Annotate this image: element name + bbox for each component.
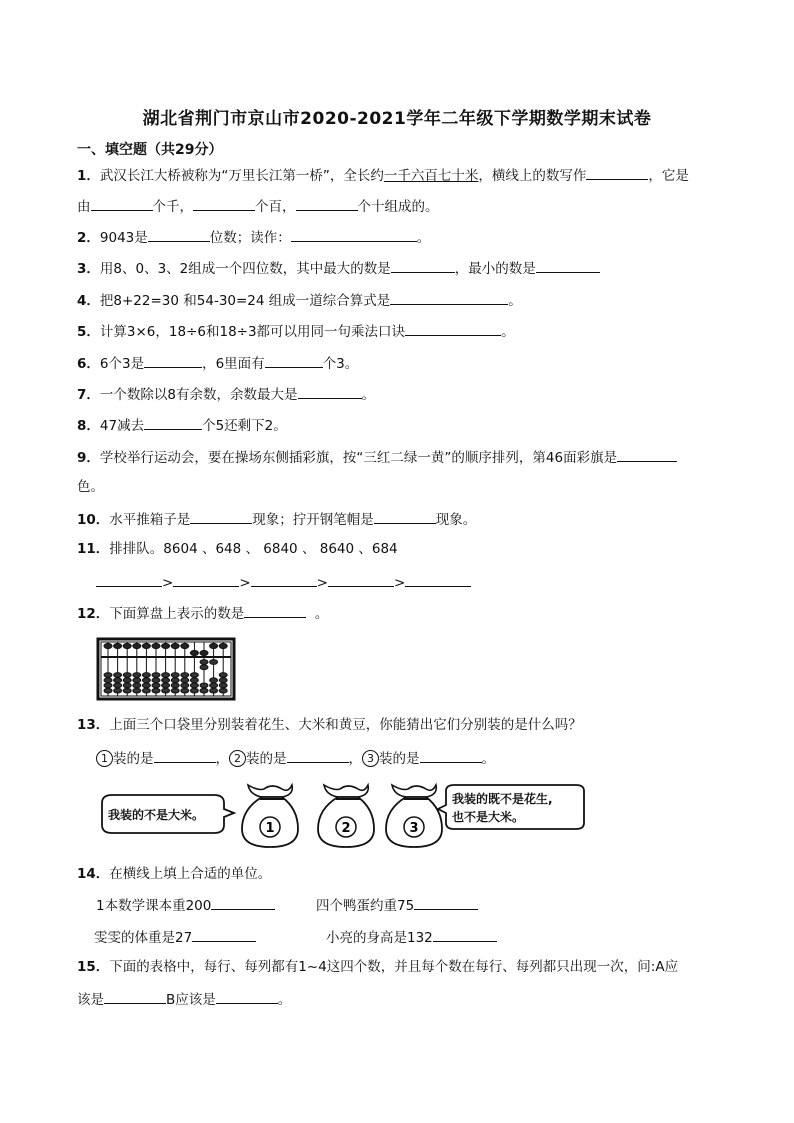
- question-number: 2．: [77, 230, 100, 246]
- question-text: 装的是: [113, 751, 154, 767]
- question-11-answer-row: [96, 571, 471, 593]
- question-number: 7．: [77, 387, 100, 403]
- answer-blank[interactable]: [287, 747, 349, 763]
- abacus-bead: [104, 673, 112, 678]
- greater-than-sign: >: [316, 575, 328, 591]
- question-9-line-1: [77, 446, 677, 468]
- greater-than-sign: >: [393, 575, 406, 591]
- bag-1: [242, 785, 298, 847]
- question-text: 个百，: [255, 199, 296, 215]
- bag-2-number: 2: [341, 821, 351, 836]
- question-5: [77, 320, 515, 342]
- question-text: 个千，: [152, 199, 193, 215]
- abacus-bead: [200, 683, 208, 688]
- abacus-bead: [181, 673, 189, 678]
- question-text: 该是: [77, 992, 104, 1008]
- question-text: 。: [277, 992, 292, 1008]
- answer-blank[interactable]: [617, 446, 677, 462]
- question-text: 下面的表格中，每行、每列都有1~4这四个数，并且每个数在每行、每列都只出现一次，问:A应: [109, 959, 679, 975]
- answer-blank[interactable]: [148, 226, 210, 242]
- question-14: [77, 864, 271, 884]
- bag-3-number: 3: [409, 821, 419, 836]
- abacus-bead: [162, 683, 170, 688]
- abacus-bead: [152, 678, 160, 683]
- answer-blank[interactable]: [144, 352, 202, 368]
- abacus-bead: [162, 688, 170, 693]
- abacus-bead: [190, 678, 198, 683]
- abacus-bead: [152, 688, 160, 693]
- abacus-bead: [162, 673, 170, 678]
- abacus-bead: [200, 688, 208, 693]
- abacus-bead: [181, 688, 189, 693]
- abacus-bead: [104, 643, 112, 648]
- answer-blank[interactable]: [104, 988, 166, 1004]
- question-text: 雯雯的体重是27: [94, 930, 193, 946]
- question-11: [77, 539, 398, 559]
- abacus-bead: [210, 678, 218, 683]
- answer-blank[interactable]: [420, 747, 482, 763]
- question-number: 6．: [77, 356, 100, 372]
- answer-blank[interactable]: [96, 571, 162, 587]
- question-text: 小亮的身高是132: [326, 930, 433, 946]
- abacus-bead: [171, 673, 179, 678]
- answer-blank[interactable]: [414, 894, 478, 910]
- question-text: 。: [481, 751, 495, 767]
- question-text: ，它是: [648, 168, 689, 184]
- abacus-bead: [152, 643, 160, 648]
- abacus-bead: [219, 643, 227, 648]
- answer-blank[interactable]: [328, 571, 394, 587]
- abacus-bead: [210, 683, 218, 688]
- question-7: [77, 383, 375, 405]
- abacus-bead: [190, 673, 198, 678]
- question-text: ，横线上的数写作: [478, 168, 587, 184]
- question-text: 个5还剩下2。: [202, 418, 287, 434]
- question-text: 现象。: [435, 512, 477, 528]
- abacus-rods: [104, 642, 227, 696]
- page-title: 湖北省荆门市京山市2020-2021学年二年级下学期数学期末试卷: [142, 109, 652, 129]
- abacus-bead: [200, 665, 208, 670]
- circled-number-3: 3: [362, 750, 379, 767]
- question-15-line-1: [77, 957, 678, 977]
- question-text: ，: [348, 751, 362, 767]
- answer-blank[interactable]: [536, 257, 600, 273]
- answer-blank[interactable]: [154, 747, 216, 763]
- bag-3: [386, 785, 442, 847]
- question-number: 15．: [77, 959, 110, 975]
- question-text: ，: [215, 751, 229, 767]
- question-text: 学校举行运动会，要在操场东侧插彩旗，按“三红二绿一黄”的顺序排列，第46面彩旗是: [99, 450, 618, 466]
- question-8: [77, 414, 287, 436]
- question-number: 9．: [77, 450, 100, 466]
- question-text: 排排队。8604 、648 、 6840 、 8640 、684: [109, 541, 398, 557]
- abacus-bead: [123, 688, 131, 693]
- abacus-bead: [181, 678, 189, 683]
- question-number: 4．: [77, 293, 100, 309]
- circled-number-1: 1: [96, 750, 113, 767]
- question-14-item-c: [94, 926, 256, 948]
- abacus-bead: [114, 683, 122, 688]
- question-text: 个十组成的。: [357, 199, 439, 215]
- question-9-line-2: [77, 477, 104, 497]
- abacus-bead: [171, 678, 179, 683]
- answer-blank[interactable]: [251, 571, 317, 587]
- question-text: ，6里面有: [202, 356, 265, 372]
- abacus-bead: [190, 683, 198, 688]
- abacus-bead: [123, 683, 131, 688]
- answer-blank[interactable]: [91, 195, 153, 211]
- abacus-bead: [133, 643, 141, 648]
- abacus-bead: [152, 683, 160, 688]
- question-text: 在横线上填上合适的单位。: [109, 866, 272, 882]
- greater-than-sign: >: [239, 575, 251, 591]
- question-14-item-d: [326, 926, 497, 948]
- abacus-bead: [171, 643, 179, 648]
- question-text: 位数；读作：: [209, 230, 291, 246]
- question-text: 。: [314, 606, 329, 622]
- answer-blank[interactable]: [291, 226, 417, 242]
- question-number: 3．: [77, 261, 100, 277]
- abacus-bead: [133, 678, 141, 683]
- answer-blank[interactable]: [244, 602, 306, 618]
- question-3: [77, 257, 600, 279]
- abacus-bead: [104, 683, 112, 688]
- abacus-figure: [96, 637, 236, 701]
- abacus-bead: [210, 688, 218, 693]
- speech-bubble-right-line-1: 我装的既不是花生,: [452, 792, 553, 806]
- question-text: 一个数除以8有余数，余数最大是: [99, 387, 298, 403]
- abacus-bead: [171, 683, 179, 688]
- question-2: [77, 226, 430, 248]
- bags-illustration: [96, 781, 586, 851]
- question-text: 计算3×6，18÷6和18÷3都可以用同一句乘法口诀: [99, 324, 406, 340]
- abacus-bead: [210, 643, 218, 648]
- answer-blank[interactable]: [192, 926, 256, 942]
- bag-1-number: 1: [265, 821, 275, 836]
- abacus-bead: [219, 688, 227, 693]
- question-number: 13．: [77, 717, 110, 733]
- answer-blank[interactable]: [296, 195, 358, 211]
- question-13: [77, 715, 582, 735]
- question-number: 8．: [77, 418, 100, 434]
- abacus-bead: [133, 673, 141, 678]
- speech-bubble-left-text: 我装的不是大米。: [108, 808, 205, 822]
- answer-blank[interactable]: [190, 508, 252, 524]
- question-text: 。: [416, 230, 431, 246]
- question-number: 12．: [77, 606, 110, 622]
- abacus-bead: [142, 673, 150, 678]
- question-text: 现象；拧开钢笔帽是: [252, 512, 374, 528]
- abacus-bead: [181, 643, 189, 648]
- abacus-bead: [123, 673, 131, 678]
- abacus-bead: [200, 660, 208, 665]
- answer-blank[interactable]: [265, 352, 323, 368]
- answer-blank[interactable]: [405, 320, 501, 336]
- question-14-item-b: [316, 894, 478, 916]
- answer-blank[interactable]: [433, 926, 497, 942]
- question-text: 6个3是: [99, 356, 145, 372]
- bag-2: [318, 785, 374, 847]
- abacus-bead: [142, 683, 150, 688]
- abacus-bead: [123, 643, 131, 648]
- question-text: 装的是: [246, 751, 287, 767]
- abacus-bead: [152, 673, 160, 678]
- question-text: B应该是: [166, 992, 216, 1008]
- section-heading: 一、填空题（共29分）: [77, 142, 223, 158]
- question-15-line-2: [77, 988, 291, 1010]
- question-number: 1．: [77, 168, 100, 184]
- circled-number-2: 2: [229, 750, 246, 767]
- question-number: 5．: [77, 324, 100, 340]
- question-text: 由: [77, 199, 91, 215]
- question-text: 色。: [77, 479, 104, 495]
- abacus-bead: [114, 688, 122, 693]
- question-12: [77, 602, 328, 624]
- abacus-bead: [114, 643, 122, 648]
- abacus-bead: [162, 678, 170, 683]
- greater-than-sign: >: [162, 575, 174, 591]
- abacus-bead: [162, 643, 170, 648]
- answer-blank[interactable]: [144, 414, 202, 430]
- abacus-bead: [190, 688, 198, 693]
- abacus-bead: [210, 660, 218, 665]
- question-text: 装的是: [379, 751, 420, 767]
- answer-blank[interactable]: [391, 257, 455, 273]
- question-text: 。: [508, 293, 522, 309]
- question-number: 14．: [77, 866, 110, 882]
- answer-blank[interactable]: [390, 289, 508, 305]
- question-14-item-a: [96, 894, 275, 916]
- question-text: 武汉长江大桥被称为“万里长江第一桥”，全长约: [99, 168, 384, 184]
- abacus-bead: [133, 688, 141, 693]
- question-1-line-1: [77, 164, 689, 186]
- answer-blank[interactable]: [193, 195, 255, 211]
- question-text: 下面算盘上表示的数是: [109, 606, 245, 622]
- question-1-line-2: [77, 195, 439, 217]
- question-text: 上面三个口袋里分别装着花生、大米和黄豆，你能猜出它们分别装的是什么吗？: [109, 717, 582, 733]
- abacus-bead: [142, 678, 150, 683]
- answer-blank[interactable]: [211, 894, 275, 910]
- abacus-bead: [114, 678, 122, 683]
- abacus-bead: [219, 673, 227, 678]
- question-text: 1本数学课本重200: [96, 898, 212, 914]
- question-10: [77, 508, 476, 530]
- question-text: 个3。: [322, 356, 359, 372]
- question-6: [77, 352, 358, 374]
- abacus-bead: [190, 650, 198, 655]
- abacus-bead: [114, 673, 122, 678]
- abacus-bead: [219, 683, 227, 688]
- answer-blank[interactable]: [216, 988, 278, 1004]
- abacus-bead: [181, 683, 189, 688]
- question-text: 47减去: [99, 418, 145, 434]
- abacus-bead: [142, 643, 150, 648]
- abacus-bead: [104, 678, 112, 683]
- question-text: 。: [501, 324, 515, 340]
- abacus-bead: [171, 688, 179, 693]
- abacus-bead: [219, 678, 227, 683]
- answer-blank[interactable]: [298, 383, 362, 399]
- answer-blank[interactable]: [374, 508, 436, 524]
- answer-blank[interactable]: [586, 164, 648, 180]
- question-text: 水平推箱子是: [109, 512, 191, 528]
- abacus-bead: [123, 678, 131, 683]
- abacus-bead: [142, 688, 150, 693]
- question-text: 四个鸭蛋约重75: [316, 898, 415, 914]
- question-text: 9043是: [99, 230, 148, 246]
- question-4: [77, 289, 522, 311]
- question-text: 。: [361, 387, 375, 403]
- question-text: ，最小的数是: [454, 261, 536, 277]
- question-number: 11．: [77, 541, 110, 557]
- abacus-bead: [200, 650, 208, 655]
- abacus-bead: [104, 688, 112, 693]
- question-text: 用8、0、3、2组成一个四位数，其中最大的数是: [99, 261, 391, 277]
- question-number: 10．: [77, 512, 110, 528]
- question-text: 把8+22=30 和54-30=24 组成一道综合算式是: [99, 293, 391, 309]
- question-13-answers: [96, 747, 495, 769]
- abacus-bead: [133, 683, 141, 688]
- answer-blank[interactable]: [405, 571, 471, 587]
- underlined-text: 一千六百七十米: [383, 168, 479, 184]
- answer-blank[interactable]: [173, 571, 239, 587]
- speech-bubble-right-line-2: 也不是大米。: [452, 810, 525, 824]
